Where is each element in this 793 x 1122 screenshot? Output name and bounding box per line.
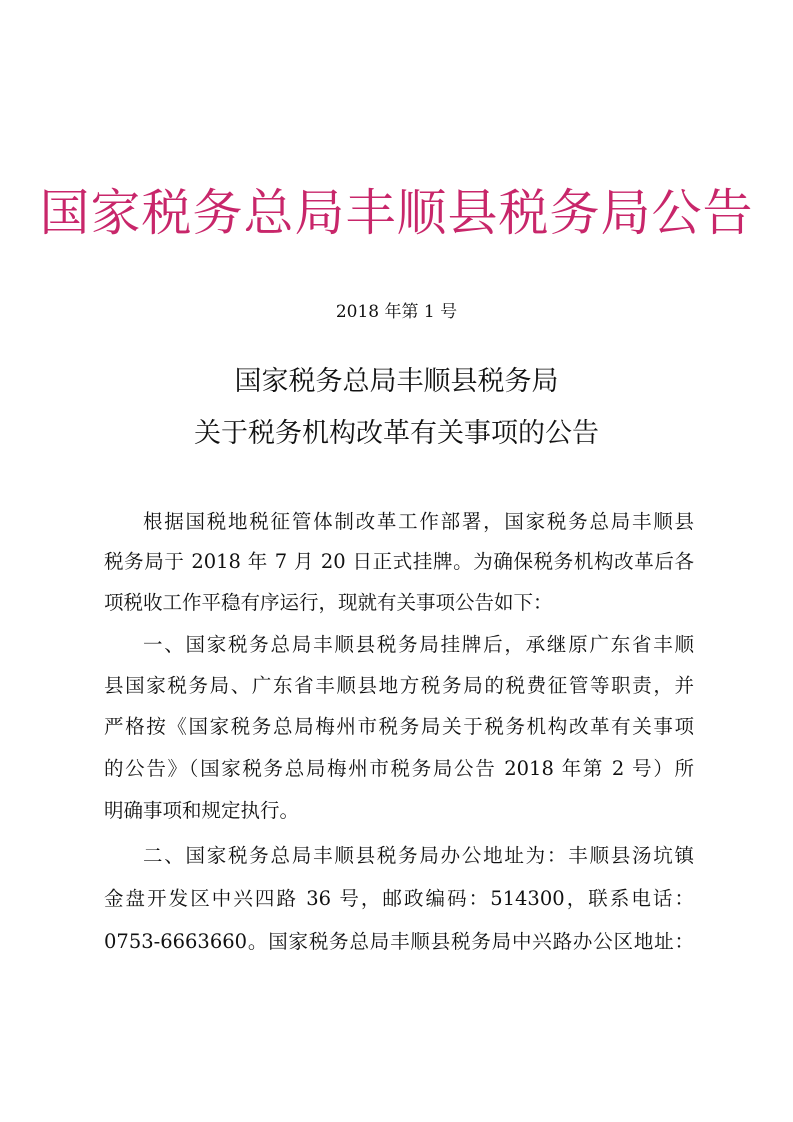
- body-line-6: 严格按《国家税务总局梅州市税务局关于税务机构改革有关事项: [104, 715, 694, 738]
- notice-title-line-1: 国家税务总局丰顺县税务局: [234, 366, 559, 397]
- body-line-9: 二、国家税务总局丰顺县税务局办公地址为：丰顺县汤坑镇: [143, 844, 694, 867]
- body-line-1: 根据国税地税征管体制改革工作部署，国家税务总局丰顺县: [143, 510, 694, 533]
- body-line-10: 金盘开发区中兴四路 36 号，邮政编码：514300，联系电话：: [104, 887, 694, 910]
- document-number: 2018 年第 1 号: [335, 302, 458, 322]
- body-line-8: 明确事项和规定执行。: [104, 799, 300, 822]
- masthead-title: 国家税务总局丰顺县税务局公告: [39, 184, 754, 242]
- body-line-3: 项税收工作平稳有序运行，现就有关事项公告如下：: [104, 591, 553, 614]
- body-line-7: 的公告》（国家税务总局梅州市税务局公告 2018 年第 2 号）所: [104, 757, 694, 780]
- body-line-11: 0753-6663660。国家税务总局丰顺县税务局中兴路办公区地址：: [104, 930, 694, 953]
- body-line-2: 税务局于 2018 年 7 月 20 日正式挂牌。为确保税务机构改革后各: [104, 550, 694, 573]
- notice-title-line-2: 关于税务机构改革有关事项的公告: [194, 418, 599, 449]
- body-line-4: 一、国家税务总局丰顺县税务局挂牌后，承继原广东省丰顺: [143, 633, 694, 656]
- body-line-5: 县国家税务局、广东省丰顺县地方税务局的税费征管等职责，并: [104, 674, 694, 697]
